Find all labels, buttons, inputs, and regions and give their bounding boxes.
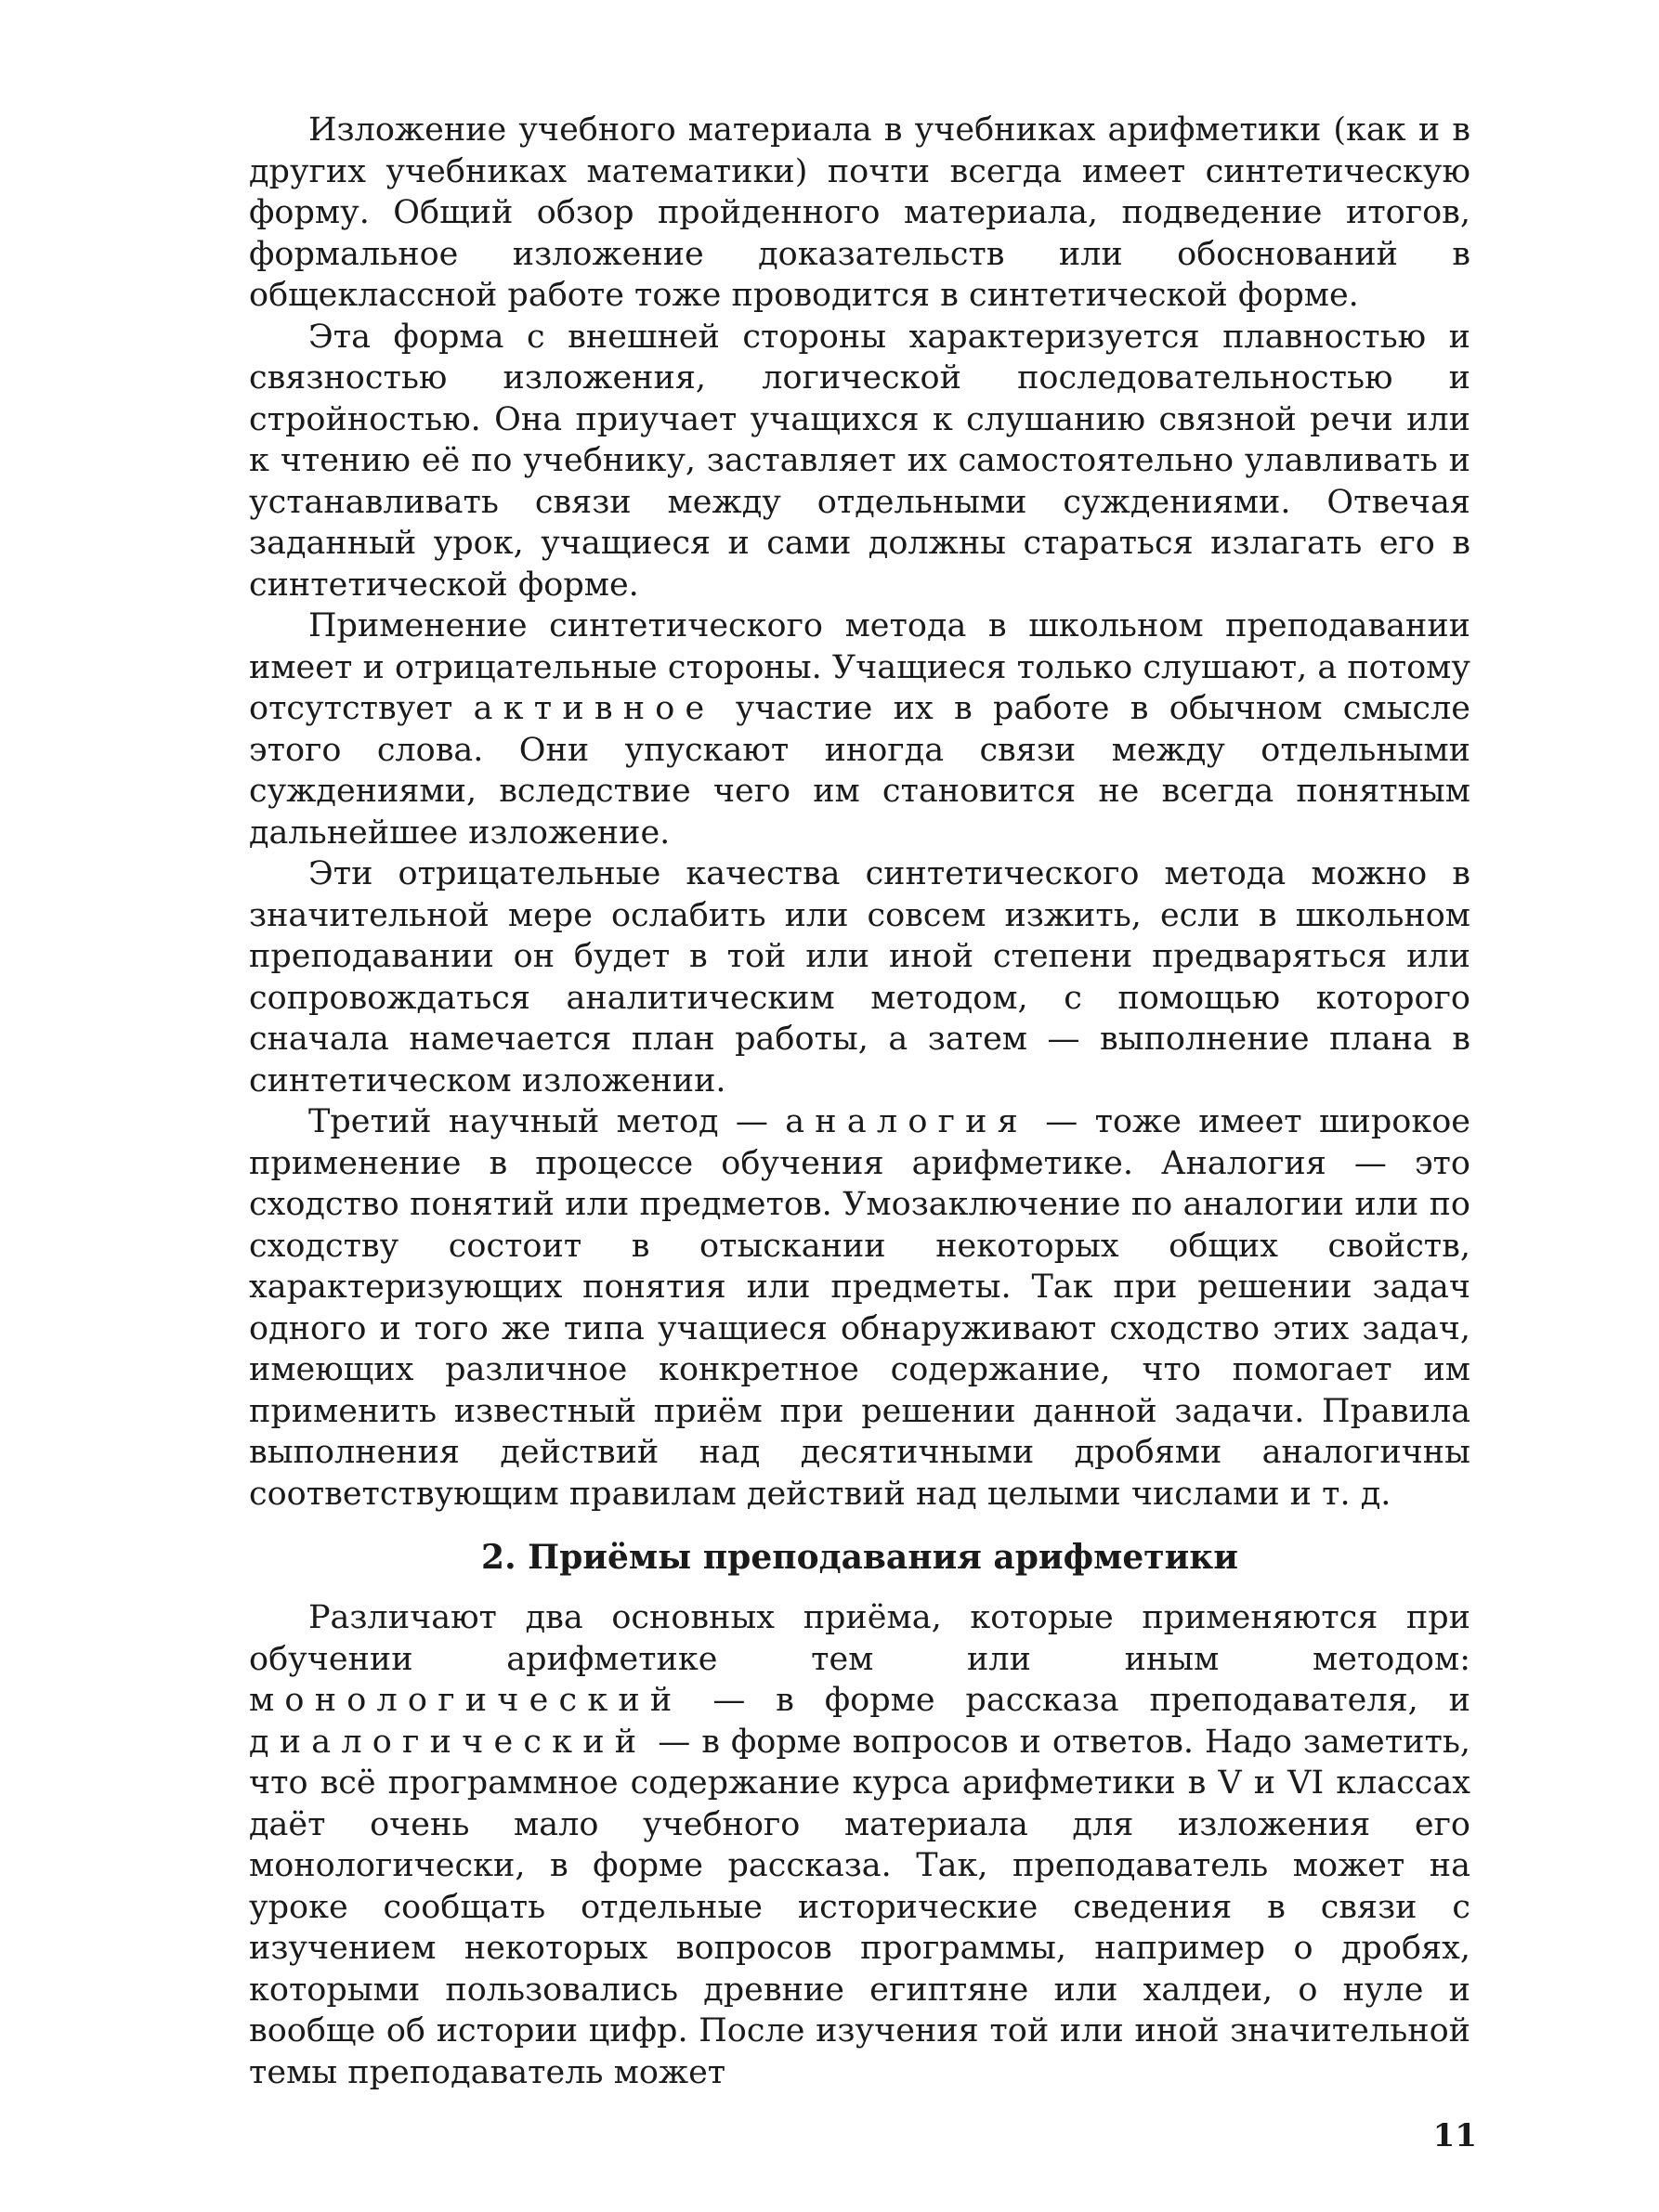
spaced-term-monological: монологический: [249, 1682, 683, 1719]
section-heading: 2. Приёмы преподавания арифметики: [481, 1538, 1238, 1577]
text-run: Применение синтетического метода в школьном преподавании имеет и отрицательные стороны. Учащиеся только слушают, а потому отсутствует: [249, 607, 1470, 727]
text-run: Третий научный метод —: [308, 1103, 786, 1140]
text-run: — в форме рассказа преподавателя, и: [682, 1682, 1470, 1719]
paragraph-teaching-techniques: [249, 1597, 1470, 2093]
spaced-term-active: активное: [473, 690, 715, 727]
paragraph-synthetic-form: Изложение учебного материала в учебниках арифметики (как и в других учебниках математики) почти всегда имеет синтетическую форму. Общий обзор пройденного материала, подведение итогов, формальное изложение доказательств или обоснований в общеклассной работе тоже проводится в синтетической форме.: [249, 111, 1470, 314]
section-2-text: [249, 1597, 1470, 2093]
spaced-term-dialogical: диалогический: [249, 1723, 647, 1761]
section-1-text: [249, 110, 1470, 1515]
text-run: — в форме вопросов и ответов. Надо заметить, что всё программное содержание курса арифметики в V и VI классах даёт очень мало учебного материала для изложения его монологически, в форме рассказа. Так, преподаватель может на уроке сообщать отдельные исторические сведения в связи с изучением некоторых вопросов программы, например о дробях, которыми пользовались древние египтяне или халдеи, о нуле и вообще об истории цифр. После изучения той или иной значительной темы преподаватель может: [249, 1723, 1470, 2091]
paragraph-analogy-method: [249, 1101, 1470, 1515]
text-run: Различают два основных приёма, которые применяются при обучении арифметике тем или иным методом:: [249, 1599, 1470, 1678]
paragraph-negative-sides: [249, 605, 1470, 853]
spaced-term-analogy: аналогия: [785, 1103, 1028, 1140]
page-number: 11: [1432, 2117, 1477, 2154]
paragraph-weaken-negatives: Эти отрицательные качества синтетического метода можно в значительной мере ослабить или совсем изжить, если в школьном преподавании он будет в той или иной степени предваряться или сопровождаться аналитическим методом, с помощью которого сначала намечается план работы, а затем — выполнение плана в синтетическом изложении.: [249, 855, 1470, 1099]
paragraph-form-features: Эта форма с внешней стороны характеризуется плавностью и связностью изложения, логической последовательностью и стройностью. Она приучает учащихся к слушанию связной речи или к чтению её по учебнику, заставляет их самостоятельно улавливать и устанавливать связи между отдельными суждениями. Отвечая заданный урок, учащиеся и сами должны стараться излагать его в синтетической форме.: [249, 318, 1470, 604]
text-run: участие их в работе в обычном смысле этого слова. Они упускают иногда связи между отдельными суждениями, вследствие чего им становится не всегда понятным дальнейшее изложение.: [249, 690, 1470, 852]
text-run: — тоже имеет широкое применение в процессе обучения арифметике. Аналогия — это сходство понятий или предметов. Умозаключение по аналогии или по сходству состоит в отыскании некоторых общих свойств, характеризующих понятия или предметы. Так при решении задач одного и того же типа учащиеся обнаруживают сходство этих задач, имеющих различное конкретное содержание, что помогает им применить известный приём при решении данной задачи. Правила выполнения действий над десятичными дробями аналогичны соответствующим правилам действий над целыми числами и т. д.: [249, 1103, 1470, 1513]
